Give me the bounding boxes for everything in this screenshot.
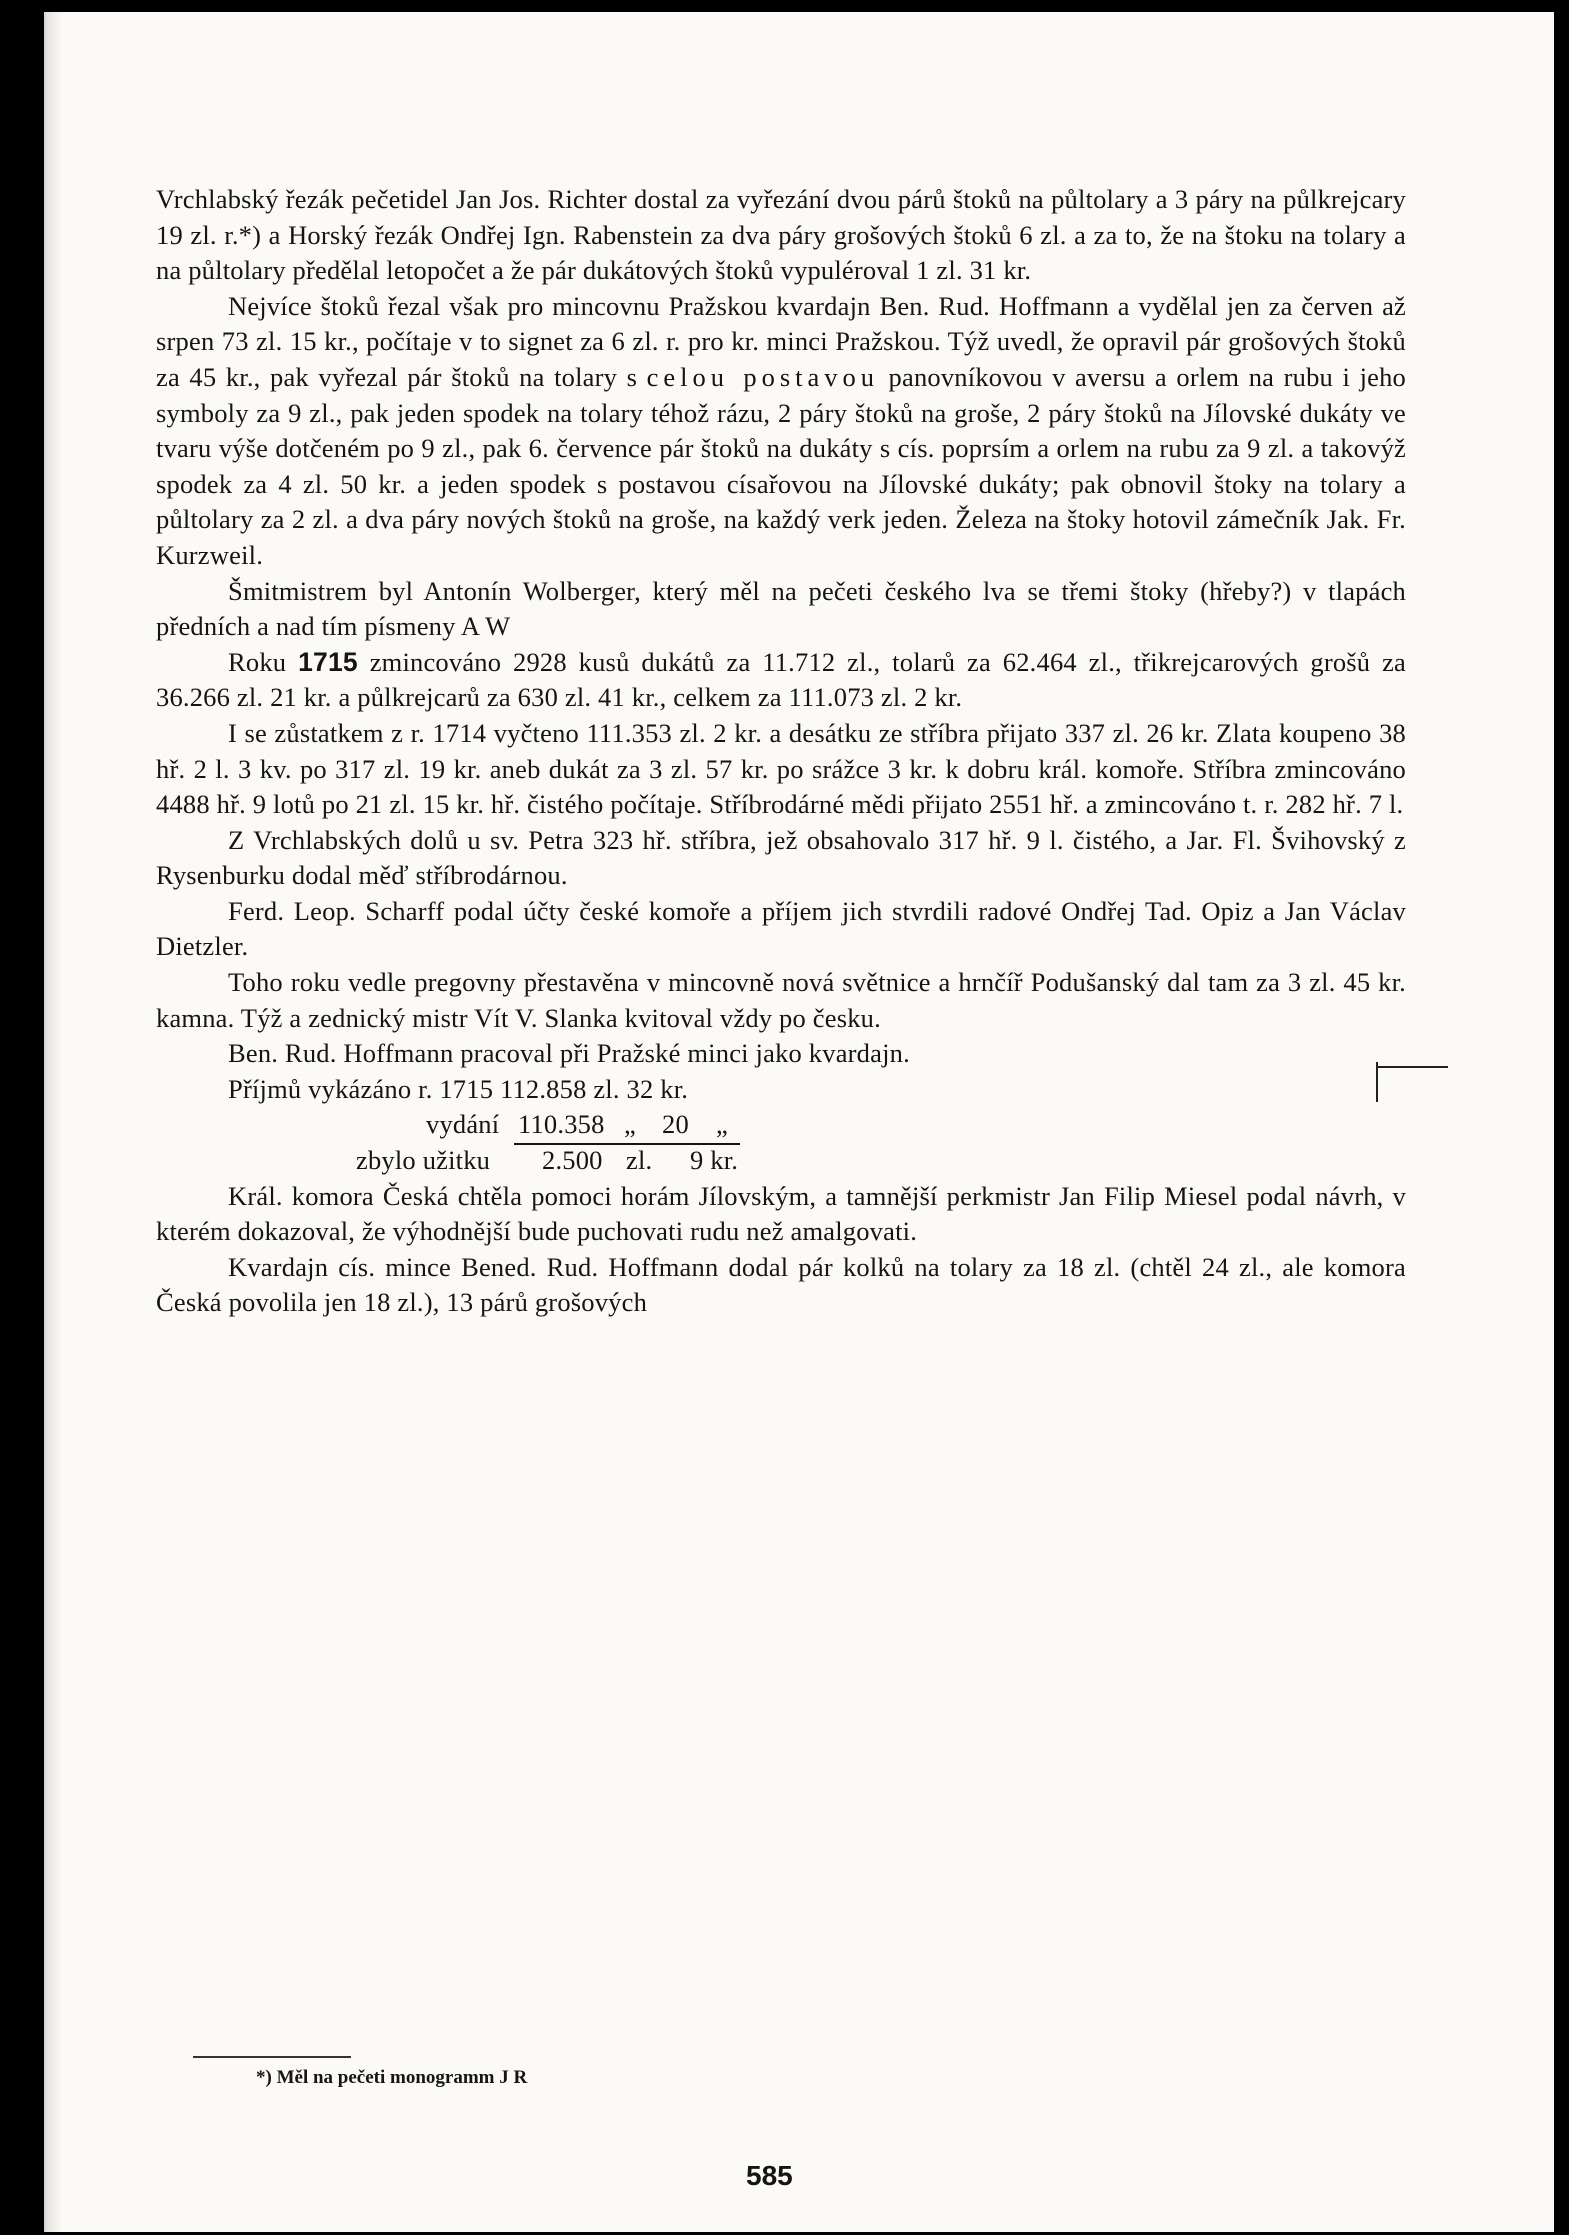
accounts-rest-row — [156, 1143, 1406, 1179]
paragraph: Nejvíce štoků řezal však pro mincovnu Pražskou kvardajn Ben. Rud. Hoffmann a vydělal jen za červen až srpen 73 zl. 15 kr., počítaje v to signet za 6 zl. r. pro kr. minci Pražskou. Týž uvedl, že opravil pár grošových štoků za 45 kr., pak vyřezal pár štoků na tolary s celou postavou panovníkovou v aversu a orlem na rubu i jeho symboly za 9 zl., pak jeden spodek na tolary téhož rázu, 2 páry štoků na groše, 2 páry štoků na Jílovské dukáty ve tvaru výše dotčeném po 9 zl., pak 6. července pár štoků na dukáty s cís. poprsím a orlem na rubu za 9 zl. a takovýž spodek za 4 zl. 50 kr. a jeden spodek s postavou císařovou na Jílovské dukáty; pak obnovil štoky na tolary a půltolary za 2 zl. a dva páry nových štoků na groše, na každý verk jeden. Železa na štoky hotovil zámečník Jak. Fr. Kurzweil. — [156, 290, 1407, 570]
accounts-rest-kr: 9 kr. — [690, 1145, 739, 1176]
paragraph: Roku 1715 zmincováno 2928 kusů dukátů za 11.712 zl., tolarů za 62.464 zl., třikrejcarových grošů za 36.266 zl. 21 kr. a půlkrejcarů za 630 zl. 41 kr., celkem za 111.073 zl. 2 kr. — [156, 646, 1407, 713]
paragraph: Kvardajn cís. mince Bened. Rud. Hoffmann dodal pár kolků na tolary za 18 zl. (chtěl 24 zl., ale komora Česká povolila jen 18 zl.), 13 párů grošových — [156, 1251, 1406, 1318]
paragraph: Z Vrchlabských dolů u sv. Petra 323 hř. stříbra, jež obsahovalo 317 hř. 9 l. čistého, a Jar. Fl. Švihovský z Rysenburku dodal měď stříbrodárnou. — [156, 824, 1406, 891]
paragraph: Ferd. Leop. Scharff podal účty české komoře a příjem jich stvrdili radové Ondřej Tad. Opiz a Jan Václav Dietzler. — [156, 895, 1406, 962]
accounts-income-row — [156, 1072, 1406, 1108]
year-bold: 1715 — [298, 646, 358, 677]
accounts-spent-label: vydání — [426, 1109, 500, 1140]
paragraph: Toho roku vedle pregovny přestavěna v mincovně nová světnice a hrnčíř Podušanský dal tam za 3 zl. 45 kr. kamna. Týž a zednický mistr Vít V. Slanka kvitoval vždy po česku. — [156, 967, 1406, 1033]
accounts-spent-row — [156, 1107, 1406, 1143]
main-text — [156, 182, 1406, 1321]
paragraph: Vrchlabský řezák pečetidel Jan Jos. Richter dostal za vyřezání dvou párů štoků na půltolary a 3 páry na půlkrejcary 19 zl. r.*) a Horský řezák Ondřej Ign. Rabenstein za dva páry grošových štoků 6 zl. a za to, že na štoku na tolary a na půltolary předělal letopočet a že pár dukátových štoků vypuléroval 1 zl. 31 kr. — [156, 184, 1406, 286]
footnote-rule — [193, 2056, 351, 2058]
accounts-spent-kr: 20 — [662, 1109, 689, 1140]
accounts-rest-zl: zl. — [626, 1145, 653, 1176]
accounts-spent-ditto: „ — [716, 1109, 728, 1140]
paragraph: Ben. Rud. Hoffmann pracoval při Pražské minci jako kvardajn. — [228, 1038, 910, 1069]
accounts-spent-ditto: „ — [624, 1109, 636, 1140]
accounts-rest-value: 2.500 — [542, 1145, 603, 1176]
page-gutter-shadow — [46, 12, 62, 2232]
paragraph: Šmitmistrem byl Antonín Wolberger, který měl na pečeti českého lva se třemi štoky (hřeby?) v tlapách předních a nad tím písmeny A W — [156, 575, 1406, 642]
book-page — [44, 12, 1554, 2232]
paragraph: Král. komora Česká chtěla pomoci horám Jílovským, a tamnější perkmistr Jan Filip Miesel podal návrh, v kterém dokazoval, že výhodnější bude puchovati rudu než amalgovati. — [156, 1180, 1406, 1247]
accounts-spent-value: 110.358 — [518, 1109, 605, 1140]
footnote: *) Měl na pečeti monogramm J R — [256, 2067, 528, 2088]
page-number: 585 — [746, 2160, 793, 2191]
accounts-rest-label: zbylo užitku — [356, 1145, 491, 1176]
accounts-income: Příjmů vykázáno r. 1715 112.858 zl. 32 kr. — [228, 1073, 689, 1104]
spaced-emphasis: celou postavou — [646, 361, 880, 392]
paragraph: I se zůstatkem z r. 1714 vyčteno 111.353 zl. 2 kr. a desátku ze stříbra přijato 337 zl. 26 kr. Zlata koupeno 38 hř. 2 l. 3 kv. po 317 zl. 19 kr. aneb dukát za 3 zl. 57 kr. po srážce 3 kr. k dobru král. komoře. Stříbra zmincováno 4488 hř. 9 lotů po 21 zl. 15 kr. hř. čistého počítaje. Stříbrodárné mědi přijato 2551 hř. a zmincováno t. r. 282 hř. 7 l. — [156, 717, 1406, 820]
accounts-block — [156, 1072, 1406, 1179]
